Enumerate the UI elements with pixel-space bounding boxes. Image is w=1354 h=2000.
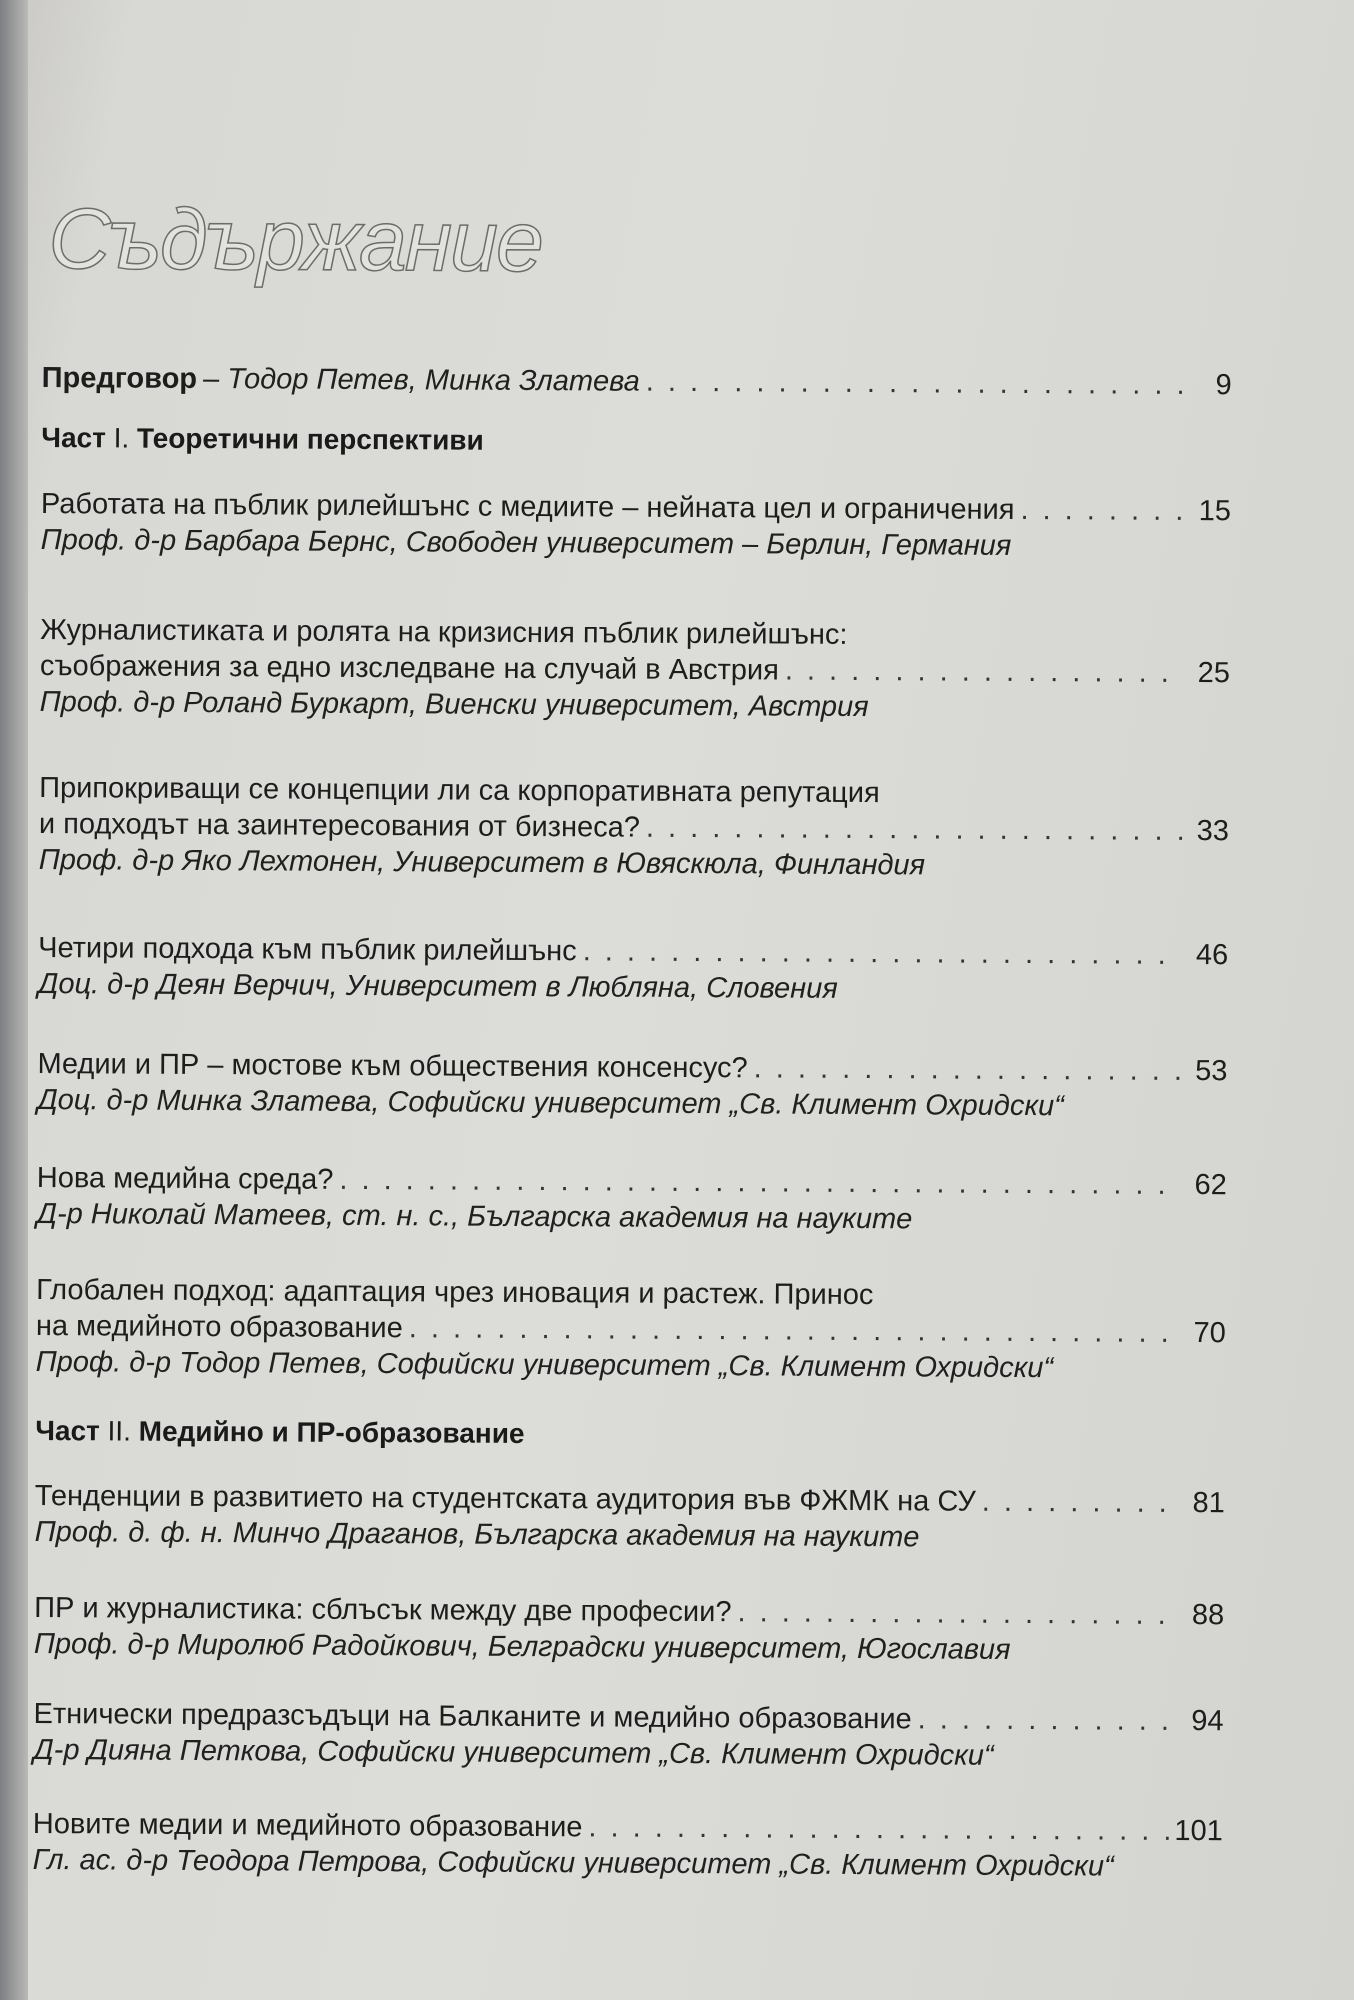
preface-authors: – Тодор Петев, Минка Златева bbox=[202, 362, 640, 398]
entry-title: Етнически предразсъдъци на Балканите и медийно образование bbox=[33, 1697, 912, 1736]
entry-title: Глобален подход: адаптация чрез иновация и растеж. Принос bbox=[36, 1273, 874, 1312]
leader-dots bbox=[918, 1701, 1178, 1739]
page-number: 88 bbox=[1191, 1599, 1225, 1632]
entry-title: Новите медии и медийното образование bbox=[32, 1807, 583, 1844]
page-gutter-shadow bbox=[0, 0, 28, 2000]
page-title: Съдържание bbox=[48, 191, 543, 291]
preface-row bbox=[42, 360, 1232, 403]
entry-author: Проф. д. ф. н. Минчо Драганов, Българска академия на науките bbox=[34, 1515, 920, 1554]
toc-entry bbox=[34, 1590, 1224, 1669]
entry-title: Тенденции в развитието на студентската аудитория във ФЖМК на СУ bbox=[34, 1479, 976, 1518]
entry-title: на медийното образование bbox=[35, 1309, 403, 1345]
entry-title: Нова медийна среда? bbox=[36, 1161, 334, 1196]
leader-dots bbox=[409, 1310, 1180, 1351]
toc-entry bbox=[37, 1046, 1227, 1125]
page-number: 70 bbox=[1193, 1317, 1226, 1350]
toc-content bbox=[32, 0, 1244, 1883]
entry-author: Проф. д-р Миролюб Радойкович, Белградски университет, Югославия bbox=[33, 1627, 1011, 1666]
leader-dots bbox=[646, 810, 1183, 849]
page-number: 94 bbox=[1191, 1705, 1224, 1738]
part-heading-2: Част II. Медийно и ПР-образование bbox=[35, 1414, 525, 1449]
toc-entry bbox=[39, 770, 1230, 885]
page-number: 15 bbox=[1198, 495, 1231, 528]
entry-title: и подходът на заинтересования от бизнеса? bbox=[38, 807, 641, 844]
entry-author: Проф. д-р Тодор Петев, Софийски университет „Св. Климент Охридски“ bbox=[35, 1345, 1054, 1385]
page-number: 9 bbox=[1215, 369, 1232, 402]
page-number: 25 bbox=[1197, 657, 1231, 690]
preface-label: Предговор bbox=[41, 361, 198, 395]
entry-title: Журналистиката и ролята на кризисния пъблик рилейшънс: bbox=[40, 613, 848, 651]
entry-author: Д-р Дияна Петкова, Софийски университет „Св. Климент Охридски“ bbox=[33, 1733, 994, 1772]
leader-dots bbox=[785, 653, 1184, 691]
part-heading-1: Част I. Теоретични перспективи bbox=[41, 421, 484, 456]
entry-author: Проф. д-р Барбара Бернс, Свободен университет – Берлин, Германия bbox=[40, 523, 1012, 562]
entry-title: Медии и ПР – мостове към обществения консенсус? bbox=[37, 1047, 748, 1085]
entry-title: Припокриващи се концепции ли са корпоративната репутация bbox=[39, 771, 880, 810]
leader-dots bbox=[646, 364, 1186, 403]
toc-entry bbox=[36, 1160, 1226, 1239]
entry-author: Проф. д-р Роланд Буркарт, Виенски университет, Австрия bbox=[39, 685, 869, 724]
toc-entry bbox=[38, 930, 1228, 1009]
leader-dots bbox=[1020, 492, 1185, 529]
toc-entry bbox=[36, 1272, 1227, 1387]
entry-author: Д-р Николай Матеев, ст. н. с., Българска академия на науките bbox=[36, 1197, 913, 1236]
toc-entry bbox=[35, 1478, 1225, 1557]
entry-author: Проф. д-р Яко Лехтонен, Университет в Ювяскюла, Финландия bbox=[38, 843, 926, 882]
entry-title: Четири подхода към пъблик рилейшънс bbox=[38, 931, 577, 968]
page-number: 46 bbox=[1195, 939, 1229, 972]
entry-title: Работата на пъблик рилейшънс с медиите – нейната цел и ограничения bbox=[40, 487, 1015, 526]
leader-dots bbox=[737, 1594, 1178, 1633]
leader-dots bbox=[754, 1050, 1182, 1089]
entry-title: ПР и журналистика: сблъсък между две професии? bbox=[34, 1591, 732, 1629]
leader-dots bbox=[583, 933, 1183, 973]
page-number: 101 bbox=[1174, 1814, 1223, 1848]
leader-dots bbox=[588, 1809, 1168, 1849]
entry-author: Доц. д-р Минка Златева, Софийски университет „Св. Климент Охридски“ bbox=[37, 1083, 1064, 1123]
page-number: 53 bbox=[1195, 1055, 1228, 1088]
toc-entry bbox=[40, 612, 1231, 727]
leader-dots bbox=[339, 1162, 1181, 1203]
toc-entry bbox=[33, 1806, 1223, 1885]
entry-title: съображения за едно изследване на случай в Австрия bbox=[39, 649, 779, 687]
entry-author: Доц. д-р Деян Верчич, Университет в Любляна, Словения bbox=[37, 967, 838, 1005]
entry-author: Гл. ас. д-р Теодора Петрова, Софийски университет „Св. Климент Охридски“ bbox=[32, 1843, 1114, 1883]
toc-entry bbox=[41, 486, 1231, 565]
toc-entry bbox=[33, 1696, 1223, 1775]
page-number: 33 bbox=[1196, 815, 1230, 848]
page-number: 62 bbox=[1194, 1169, 1227, 1202]
leader-dots bbox=[982, 1484, 1179, 1521]
page-number: 81 bbox=[1192, 1487, 1225, 1520]
